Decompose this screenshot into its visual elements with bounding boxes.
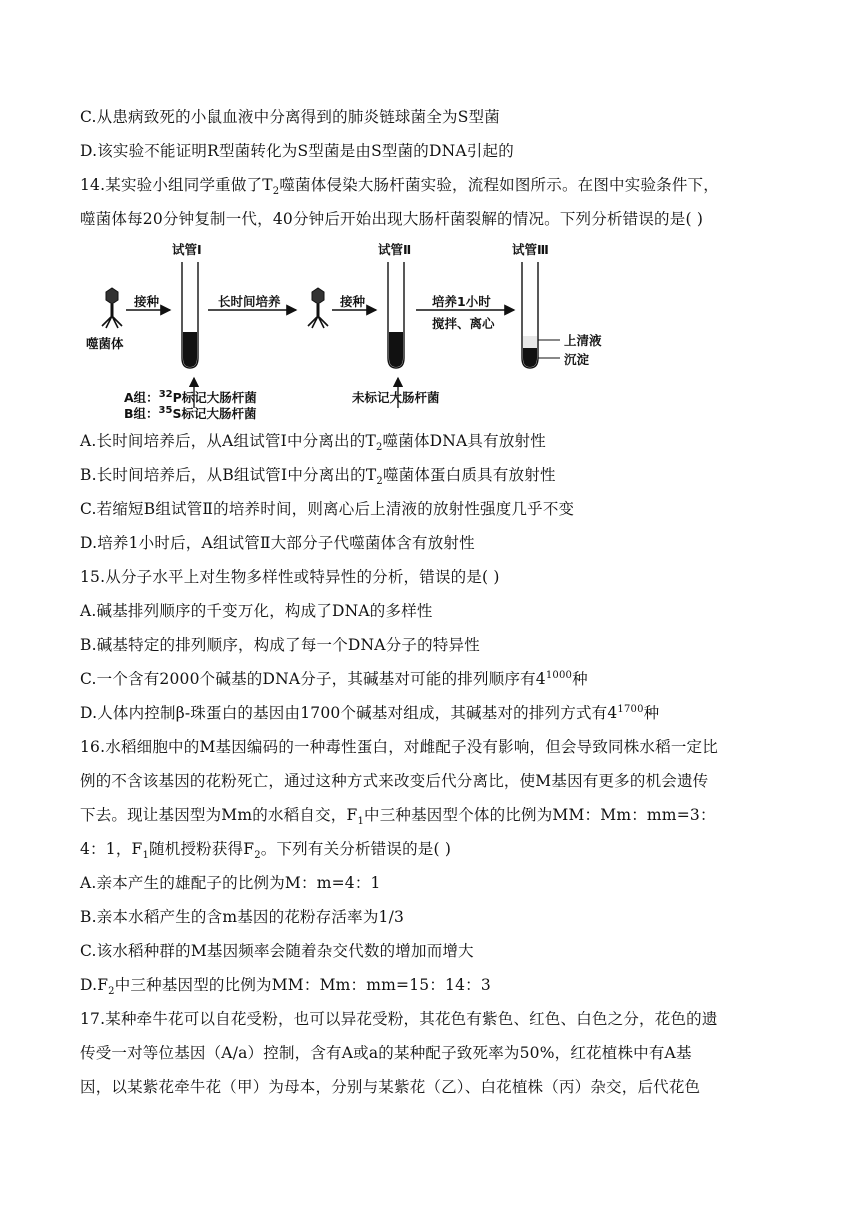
- q15-option-a: A.碱基排列顺序的千变万化，构成了DNA的多样性: [80, 602, 433, 620]
- q14-option-c: C.若缩短B组试管Ⅱ的培养时间，则离心后上清液的放射性强度几乎不变: [80, 500, 575, 518]
- q15-option-b: B.碱基特定的排列顺序，构成了每一个DNA分子的特异性: [80, 636, 480, 654]
- phage-icon: [308, 288, 328, 328]
- tube-1: [182, 262, 198, 368]
- q16-option-d: $D.F_2$中三种基因型的比例为MM：Mm：mm=15：14：3: [80, 976, 491, 998]
- q13-option-d: D.该实验不能证明R型菌转化为S型菌是由S型菌的DNA引起的: [80, 142, 514, 160]
- q16-stem-line-1: 16.水稻细胞中的M基因编码的一种毒性蛋白，对雌配子没有影响，但会导致同株水稻一定比: [80, 738, 718, 756]
- group-b-label: B组：$^{35}$S标记大肠杆菌: [124, 404, 257, 421]
- arrow-culture-1h-label: 培养1小时: [432, 294, 491, 309]
- q17-stem-line-3: 因，以某紫花牵牛花（甲）为母本，分别与某紫花（乙）、白花植株（丙）杂交，后代花色: [80, 1078, 701, 1096]
- q13-option-c: C.从患病致死的小鼠血液中分离得到的肺炎链球菌全为S型菌: [80, 108, 500, 126]
- arrow-inoculate-label-2: 接种: [340, 294, 366, 309]
- exam-page: [80, 100, 780, 1104]
- tube-3-title: 试管Ⅲ: [512, 242, 549, 257]
- tube-3: [522, 262, 538, 368]
- arrow-stir-centrifuge-label: 搅拌、离心: [432, 316, 495, 331]
- q16-stem-line-2: 例的不含该基因的花粉死亡，通过这种方式来改变后代分离比，使M基因有更多的机会遗传: [80, 772, 709, 790]
- phage-experiment-diagram: [82, 240, 642, 422]
- sediment-label: 沉淀: [564, 352, 590, 367]
- arrow-long-culture-label: 长时间培养: [218, 294, 281, 309]
- q16-option-a: A.亲本产生的雄配子的比例为M：m=4：1: [80, 874, 381, 892]
- q17-stem-line-2: 传受一对等位基因（A/a）控制，含有A或a的某种配子致死率为50%，红花植株中有A基: [80, 1044, 692, 1062]
- q15-stem: 15.从分子水平上对生物多样性或特异性的分析，错误的是( ): [80, 568, 500, 586]
- q14-stem-line-1: 14.某实验小组同学重做了$T_2$噬菌体侵染大肠杆菌实验，流程如图所示。在图中实验条件下，: [80, 176, 719, 198]
- q16-stem-line-4: 4：1，$F_1$随机授粉获得$F_2$。下列有关分析错误的是( ): [80, 840, 452, 862]
- arrow-inoculate-label: 接种: [134, 294, 160, 309]
- tube-1-title: 试管Ⅰ: [172, 242, 202, 257]
- tube-2: [388, 262, 404, 368]
- q14-stem-line-2: 噬菌体每20分钟复制一代，40分钟后开始出现大肠杆菌裂解的情况。下列分析错误的是( ): [80, 210, 704, 228]
- phage-icon: [102, 288, 122, 328]
- q15-option-d: D.人体内控制β-珠蛋白的基因由1700个碱基对组成，其碱基对的排列方式有$4^{1700}$种: [80, 703, 660, 722]
- tube-2-title: 试管Ⅱ: [378, 242, 412, 257]
- subscript: 2: [272, 186, 280, 198]
- group-a-label: A组：$^{32}$P标记大肠杆菌: [124, 388, 257, 405]
- phage-label: 噬菌体: [86, 336, 124, 351]
- q14-option-a: A.长时间培养后，从A组试管I中分离出的$T_2$噬菌体DNA具有放射性: [80, 432, 546, 454]
- q14-option-d: D.培养1小时后，A组试管Ⅱ大部分子代噬菌体含有放射性: [80, 534, 475, 552]
- q17-stem-line-1: 17.某种牵牛花可以自花受粉，也可以异花受粉，其花色有紫色、红色、白色之分，花色的遗: [80, 1010, 718, 1028]
- q14-option-b: B.长时间培养后，从B组试管I中分离出的$T_2$噬菌体蛋白质具有放射性: [80, 466, 556, 488]
- q15-option-c: C.一个含有2000个碱基的DNA分子，其碱基对可能的排列顺序有$4^{1000}$种: [80, 669, 588, 688]
- q16-stem-line-3: 下去。现让基因型为Mm的水稻自交，$F_1$中三种基因型个体的比例为MM：Mm：mm=3：: [80, 806, 716, 828]
- unlabeled-ecoli-label: 未标记大肠杆菌: [352, 390, 440, 405]
- q16-option-b: B.亲本水稻产生的含m基因的花粉存活率为1/3: [80, 908, 405, 926]
- q16-option-c: C.该水稻种群的M基因频率会随着杂交代数的增加而增大: [80, 942, 474, 960]
- supernatant-label: 上清液: [564, 333, 602, 348]
